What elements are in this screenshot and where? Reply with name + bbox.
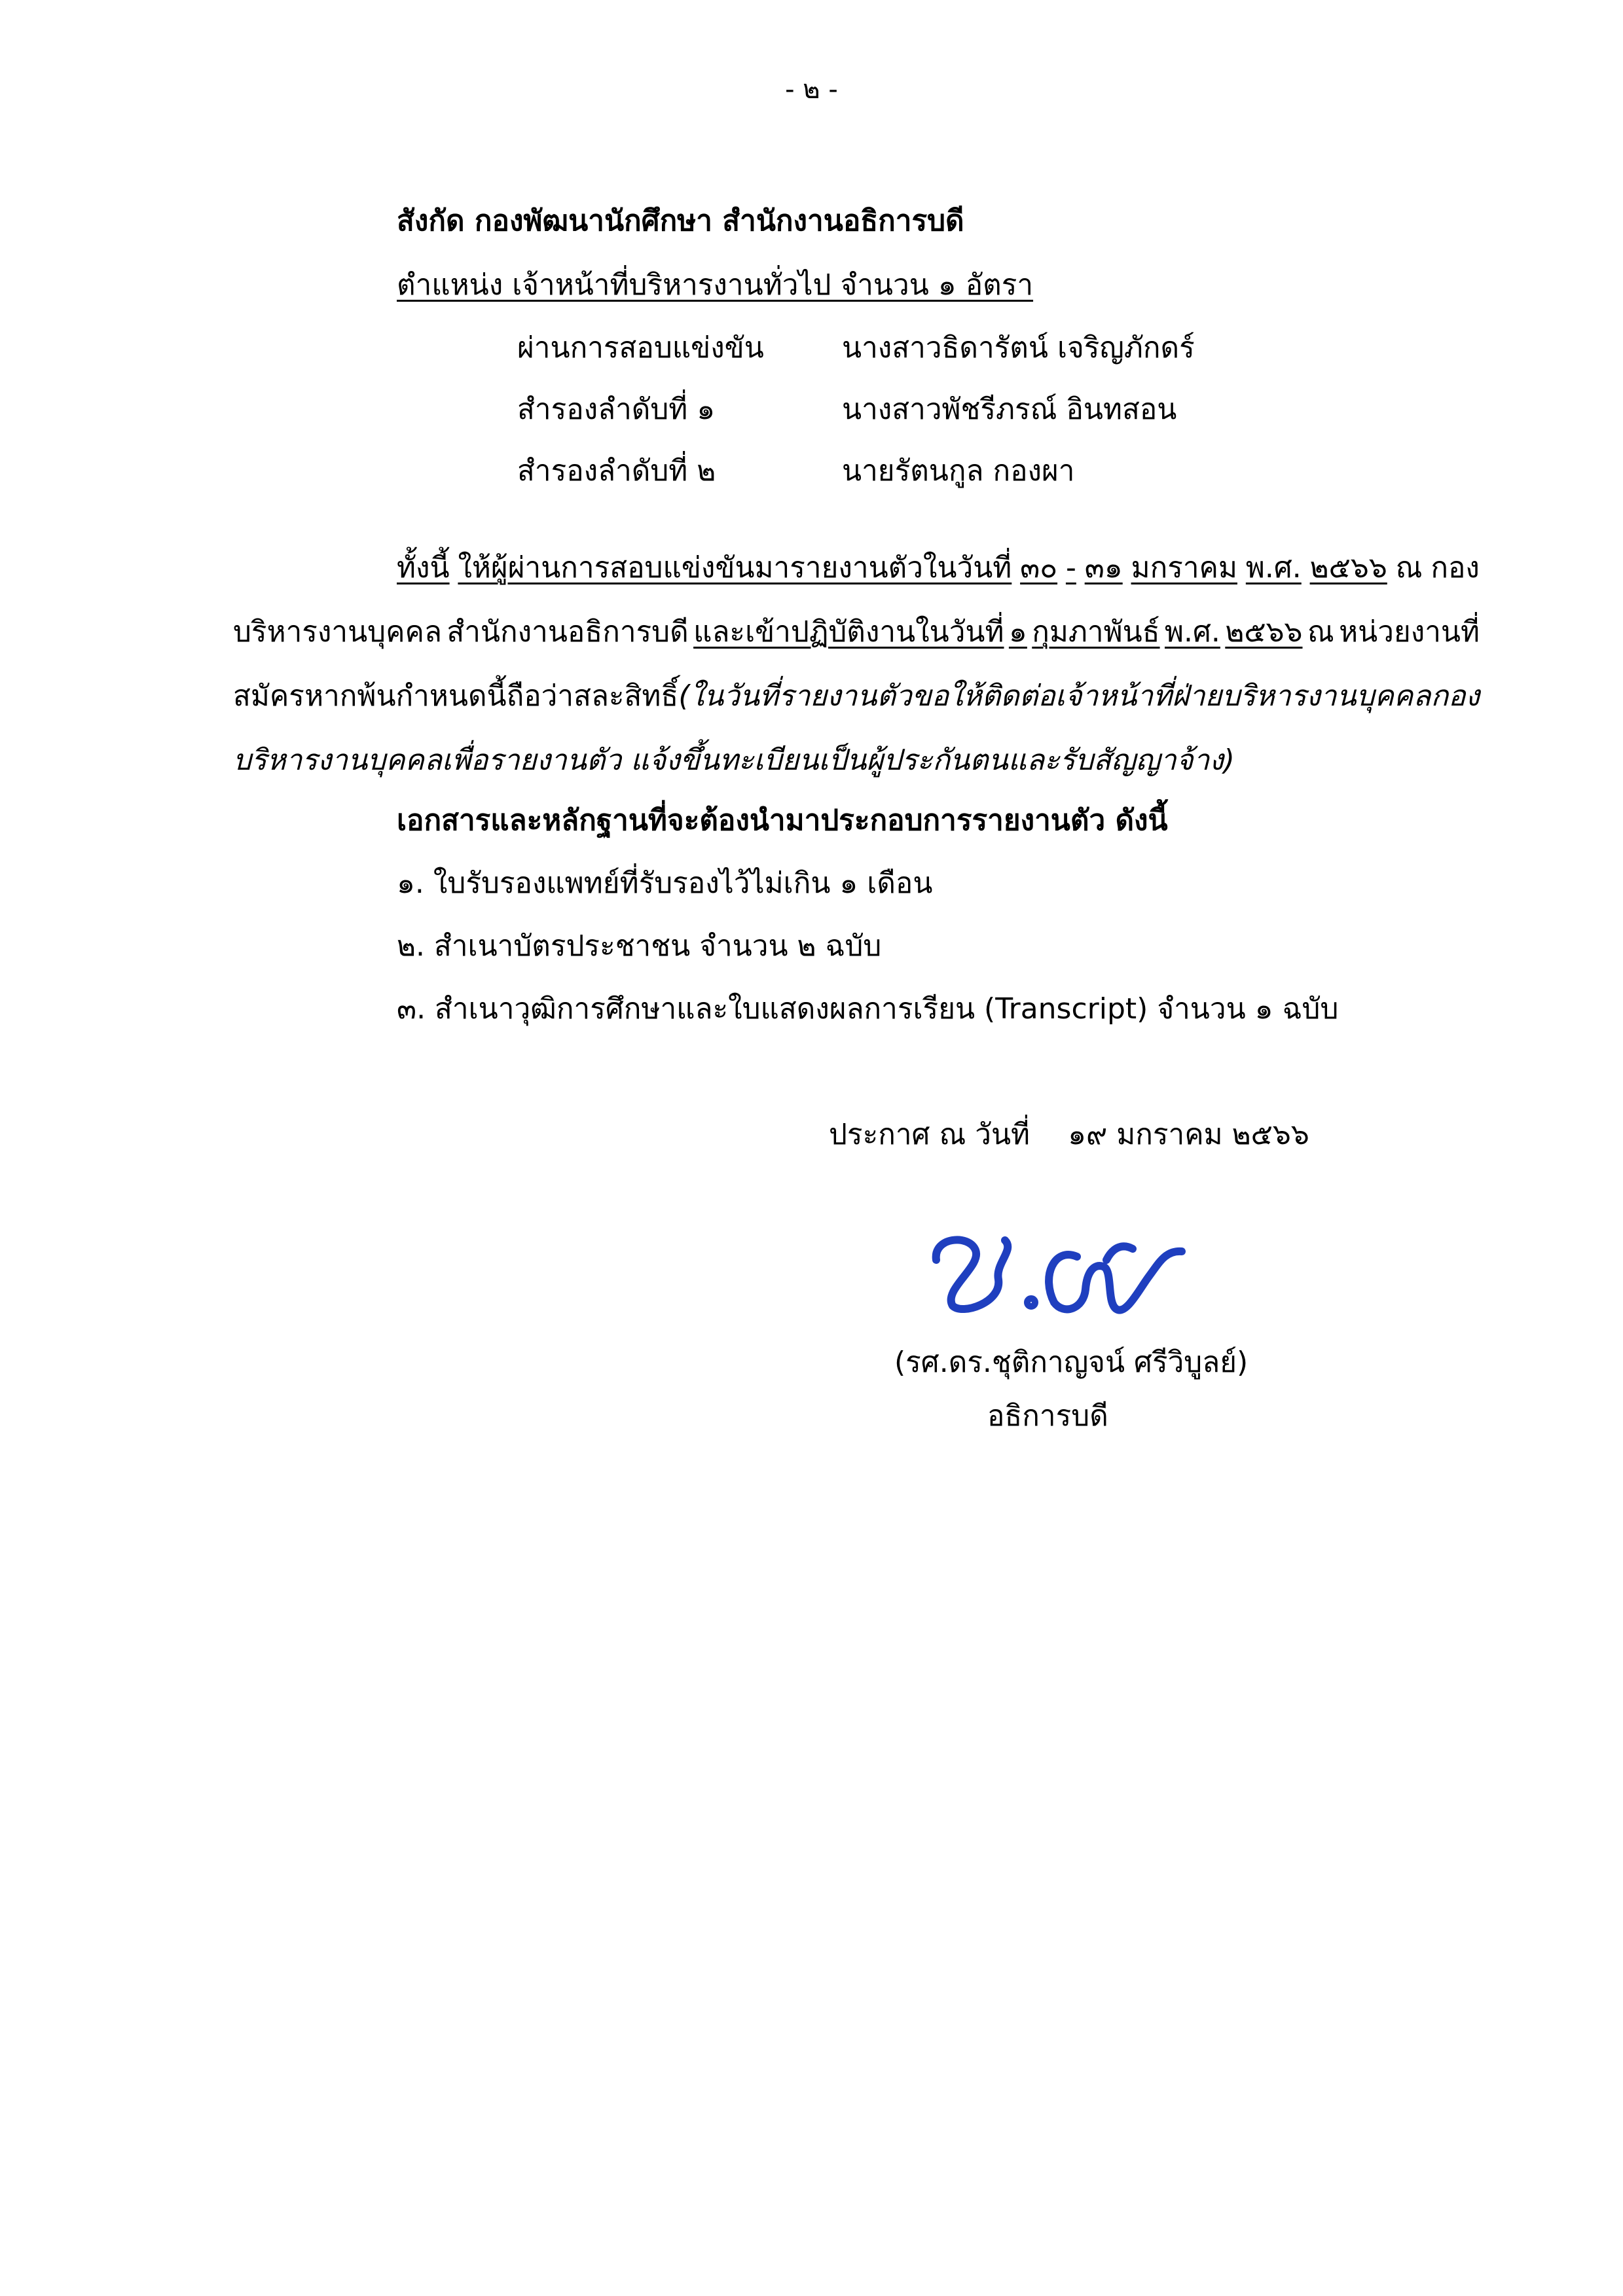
result-label-reserve-2: สำรองลำดับที่ ๒	[517, 454, 716, 488]
paragraph-word: หน่วยงานที่	[1339, 615, 1480, 649]
paragraph-word: กุมภาพันธ์	[1032, 615, 1160, 649]
paragraph-word: ให้ผู้ผ่านการสอบแข่งขันมารายงานตัวในวันที่	[458, 551, 1012, 584]
paragraph-word: บริหารงานบุคคล	[233, 615, 442, 649]
result-name-reserve-1: นางสาวพัชรีภรณ์ อินทสอน	[842, 393, 1177, 426]
position-heading: ตำแหน่ง เจ้าหน้าที่บริหารงานทั่วไป จำนวน ๑ อัตรา	[397, 268, 1034, 302]
paragraph-word: ณ	[1307, 615, 1334, 649]
paragraph-word: กอง	[1431, 551, 1480, 584]
signatory-name: (รศ.ดร.ชุติกาญจน์ ศรีวิบูลย์)	[894, 1346, 1249, 1379]
result-label-reserve-1: สำรองลำดับที่ ๑	[517, 393, 716, 426]
paragraph-word: กอง	[1431, 679, 1480, 713]
paragraph-word: ๒๕๖๖	[1225, 615, 1303, 649]
announcement-date: ๑๙ มกราคม ๒๕๖๖	[1068, 1118, 1309, 1151]
paragraph-word: ๓๐	[1020, 551, 1058, 584]
paragraph-line-3	[233, 678, 1480, 742]
documents-heading: เอกสารและหลักฐานที่จะต้องนำมาประกอบการรายงานตัว ดังนี้	[397, 804, 1168, 837]
paragraph-word: พ.ศ.	[1164, 615, 1220, 649]
page-number: - ๒ -	[785, 75, 838, 105]
document-item: ๒. สำเนาบัตรประชาชน จำนวน ๒ ฉบับ	[397, 929, 882, 963]
result-name-passed: นางสาวธิดารัตน์ เจริญภักดร์	[842, 331, 1195, 365]
paragraph-line-1	[233, 550, 1480, 614]
paragraph-word: ๓๑	[1084, 551, 1123, 584]
paragraph-word: บริหารงานบุคคลเพื่อรายงานตัว แจ้งขึ้นทะเบียนเป็นผู้ประกันตนและรับสัญญาจ้าง)	[233, 744, 1235, 777]
paragraph-word: และเข้าปฏิบัติงานในวันที่	[693, 615, 1004, 649]
affiliation-heading: สังกัด กองพัฒนานักศึกษา สำนักงานอธิการบดี	[397, 204, 964, 238]
signatory-title: อธิการบดี	[987, 1399, 1108, 1433]
result-name-reserve-2: นายรัตนกูล กองผา	[842, 454, 1075, 488]
paragraph-word: มกราคม	[1131, 551, 1237, 584]
announcement-prefix: ประกาศ ณ วันที่	[829, 1118, 1030, 1151]
paragraph-word: สมัคร	[233, 679, 304, 713]
announcement-date-line	[829, 1117, 1309, 1153]
paragraph-word: ๑	[1008, 615, 1027, 649]
result-label-passed: ผ่านการสอบแข่งขัน	[517, 331, 764, 365]
document-item: ๑. ใบรับรองแพทย์ที่รับรองไว้ไม่เกิน ๑ เดือน	[397, 867, 933, 900]
paragraph-line-2	[233, 614, 1480, 678]
paragraph-word: หากพ้นกำหนดนี้ถือว่าสละสิทธิ์	[304, 679, 679, 713]
paragraph-word: ณ	[1395, 551, 1423, 584]
signature-image	[917, 1211, 1205, 1322]
report-instructions-paragraph	[233, 550, 1480, 806]
paragraph-word: พ.ศ.	[1245, 551, 1302, 584]
paragraph-line-4	[233, 742, 1480, 806]
paragraph-word: -	[1065, 551, 1076, 584]
document-item: ๓. สำเนาวุฒิการศึกษาและใบแสดงผลการเรียน (Transcript) จำนวน ๑ ฉบับ	[397, 992, 1339, 1026]
paragraph-word: ๒๕๖๖	[1309, 551, 1387, 584]
paragraph-word: สำนักงานอธิการบดี	[447, 615, 689, 649]
paragraph-word: (ในวันที่รายงานตัวขอให้ติดต่อเจ้าหน้าที่ฝ่ายบริหารงานบุคคล	[678, 679, 1431, 713]
paragraph-word: ทั้งนี้	[397, 551, 450, 584]
